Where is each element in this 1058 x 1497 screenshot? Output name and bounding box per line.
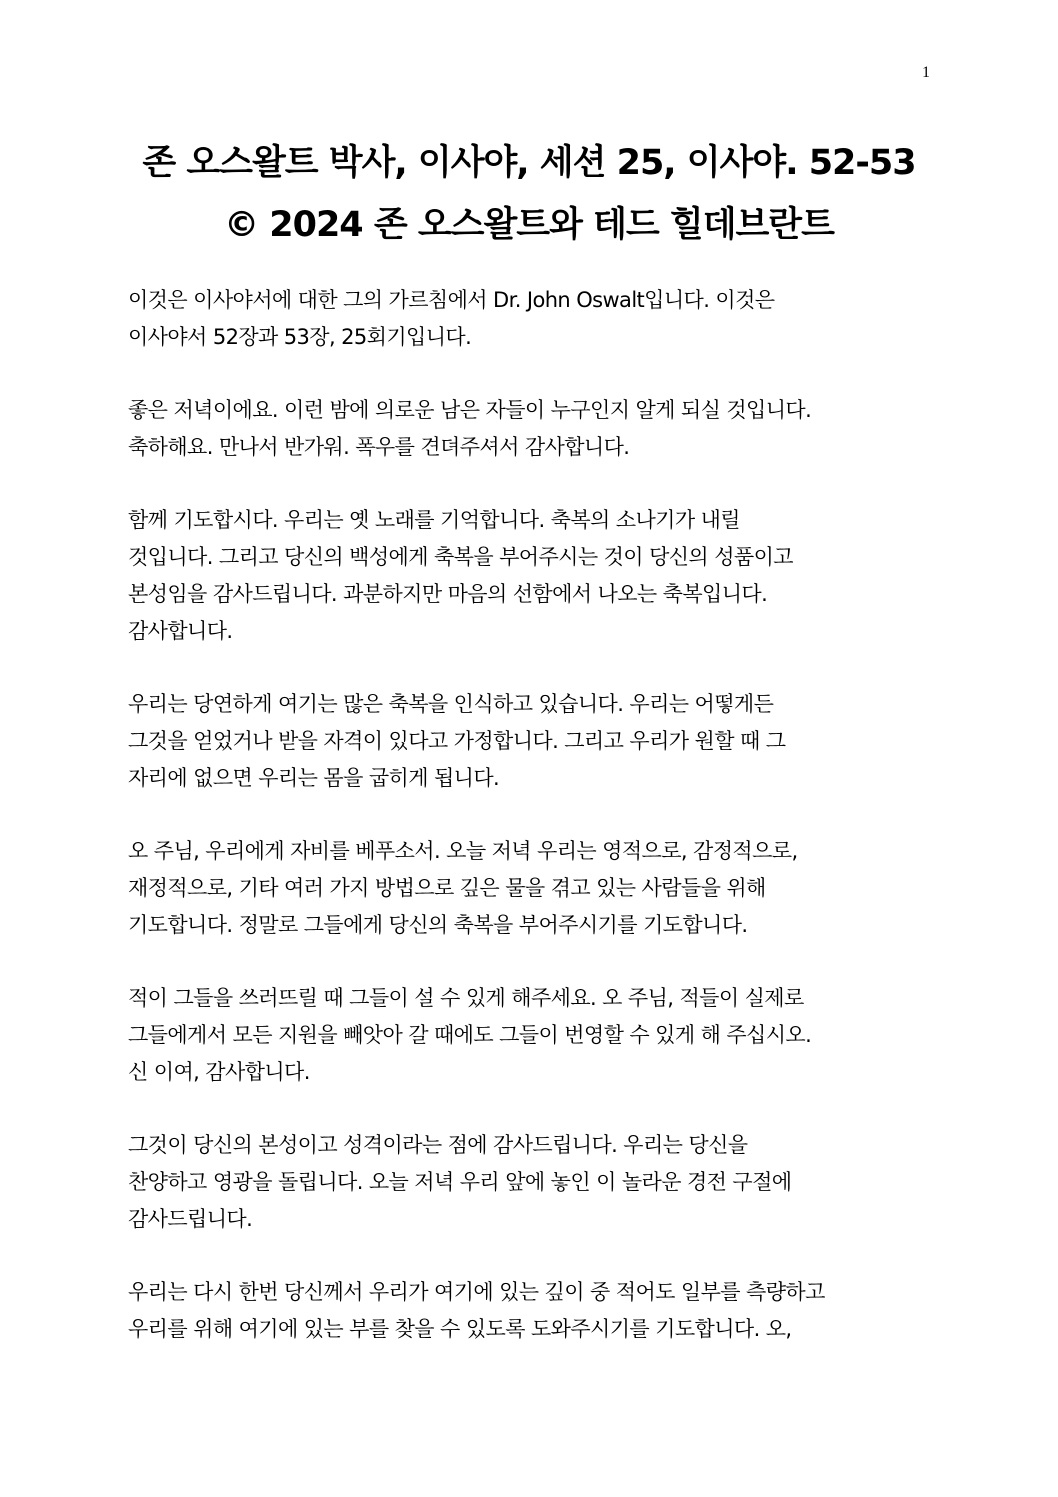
title-line-2: © 2024 존 오스왈트와 테드 힐데브란트 (224, 205, 834, 245)
text-line: 우리는 다시 한번 당신께서 우리가 여기에 있는 깊이 중 적어도 일부를 측량하고 (128, 1280, 825, 1304)
text-line: 신 이여, 감사합니다. (128, 1060, 310, 1084)
text-line: 함께 기도합시다. 우리는 옛 노래를 기억합니다. 축복의 소나기가 내릴 (128, 508, 740, 532)
text-line: 자리에 없으면 우리는 몸을 굽히게 됩니다. (128, 766, 500, 790)
text-line: 그것을 얻었거나 받을 자격이 있다고 가정합니다. 그리고 우리가 원할 때 그 (128, 729, 786, 753)
text-line: 재정적으로, 기타 여러 가지 방법으로 깊은 물을 겪고 있는 사람들을 위해 (128, 876, 766, 900)
text-line: 감사합니다. (128, 619, 233, 643)
text-line: 오 주님, 우리에게 자비를 베푸소서. 오늘 저녁 우리는 영적으로, 감정적으로, (128, 839, 798, 863)
text-line: 우리를 위해 여기에 있는 부를 찾을 수 있도록 도와주시기를 기도합니다. 오, (128, 1317, 792, 1341)
text-line: 것입니다. 그리고 당신의 백성에게 축복을 부어주시는 것이 당신의 성품이고 (128, 545, 793, 569)
paragraph-3 (128, 502, 933, 650)
paragraph-5 (128, 833, 933, 944)
text-line: 적이 그들을 쓰러뜨릴 때 그들이 설 수 있게 해주세요. 오 주님, 적들이 실제로 (128, 986, 804, 1010)
text-line: 축하해요. 만나서 반가워. 폭우를 견뎌주셔서 감사합니다. (128, 435, 630, 459)
text-line: 그들에게서 모든 지원을 빼앗아 갈 때에도 그들이 번영할 수 있게 해 주십시오. (128, 1023, 812, 1047)
title-line-1: 존 오스왈트 박사, 이사야, 세션 25, 이사야. 52-53 (142, 143, 916, 183)
paragraph-4 (128, 686, 933, 797)
text-line: 감사드립니다. (128, 1207, 253, 1231)
body-text (128, 282, 933, 1384)
text-line: 찬양하고 영광을 돌립니다. 오늘 저녁 우리 앞에 놓인 이 놀라운 경전 구절에 (128, 1170, 792, 1194)
text-line: 기도합니다. 정말로 그들에게 당신의 축복을 부어주시기를 기도합니다. (128, 913, 748, 937)
text-line: 이사야서 52장과 53장, 25회기입니다. (128, 325, 472, 349)
paragraph-1 (128, 282, 933, 356)
text-line: 우리는 당연하게 여기는 많은 축복을 인식하고 있습니다. 우리는 어떻게든 (128, 692, 774, 716)
page-number: 1 (922, 64, 930, 81)
document-title (0, 132, 1058, 256)
text-line: 그것이 당신의 본성이고 성격이라는 점에 감사드립니다. 우리는 당신을 (128, 1133, 748, 1157)
text-line: 이것은 이사야서에 대한 그의 가르침에서 Dr. John Oswalt입니다. 이것은 (128, 288, 775, 312)
text-line: 좋은 저녁이에요. 이런 밤에 의로운 남은 자들이 누구인지 알게 되실 것입니다. (128, 398, 812, 422)
paragraph-7 (128, 1127, 933, 1238)
paragraph-8 (128, 1274, 933, 1348)
text-line: 본성임을 감사드립니다. 과분하지만 마음의 선함에서 나오는 축복입니다. (128, 582, 768, 606)
paragraph-6 (128, 980, 933, 1091)
paragraph-2 (128, 392, 933, 466)
